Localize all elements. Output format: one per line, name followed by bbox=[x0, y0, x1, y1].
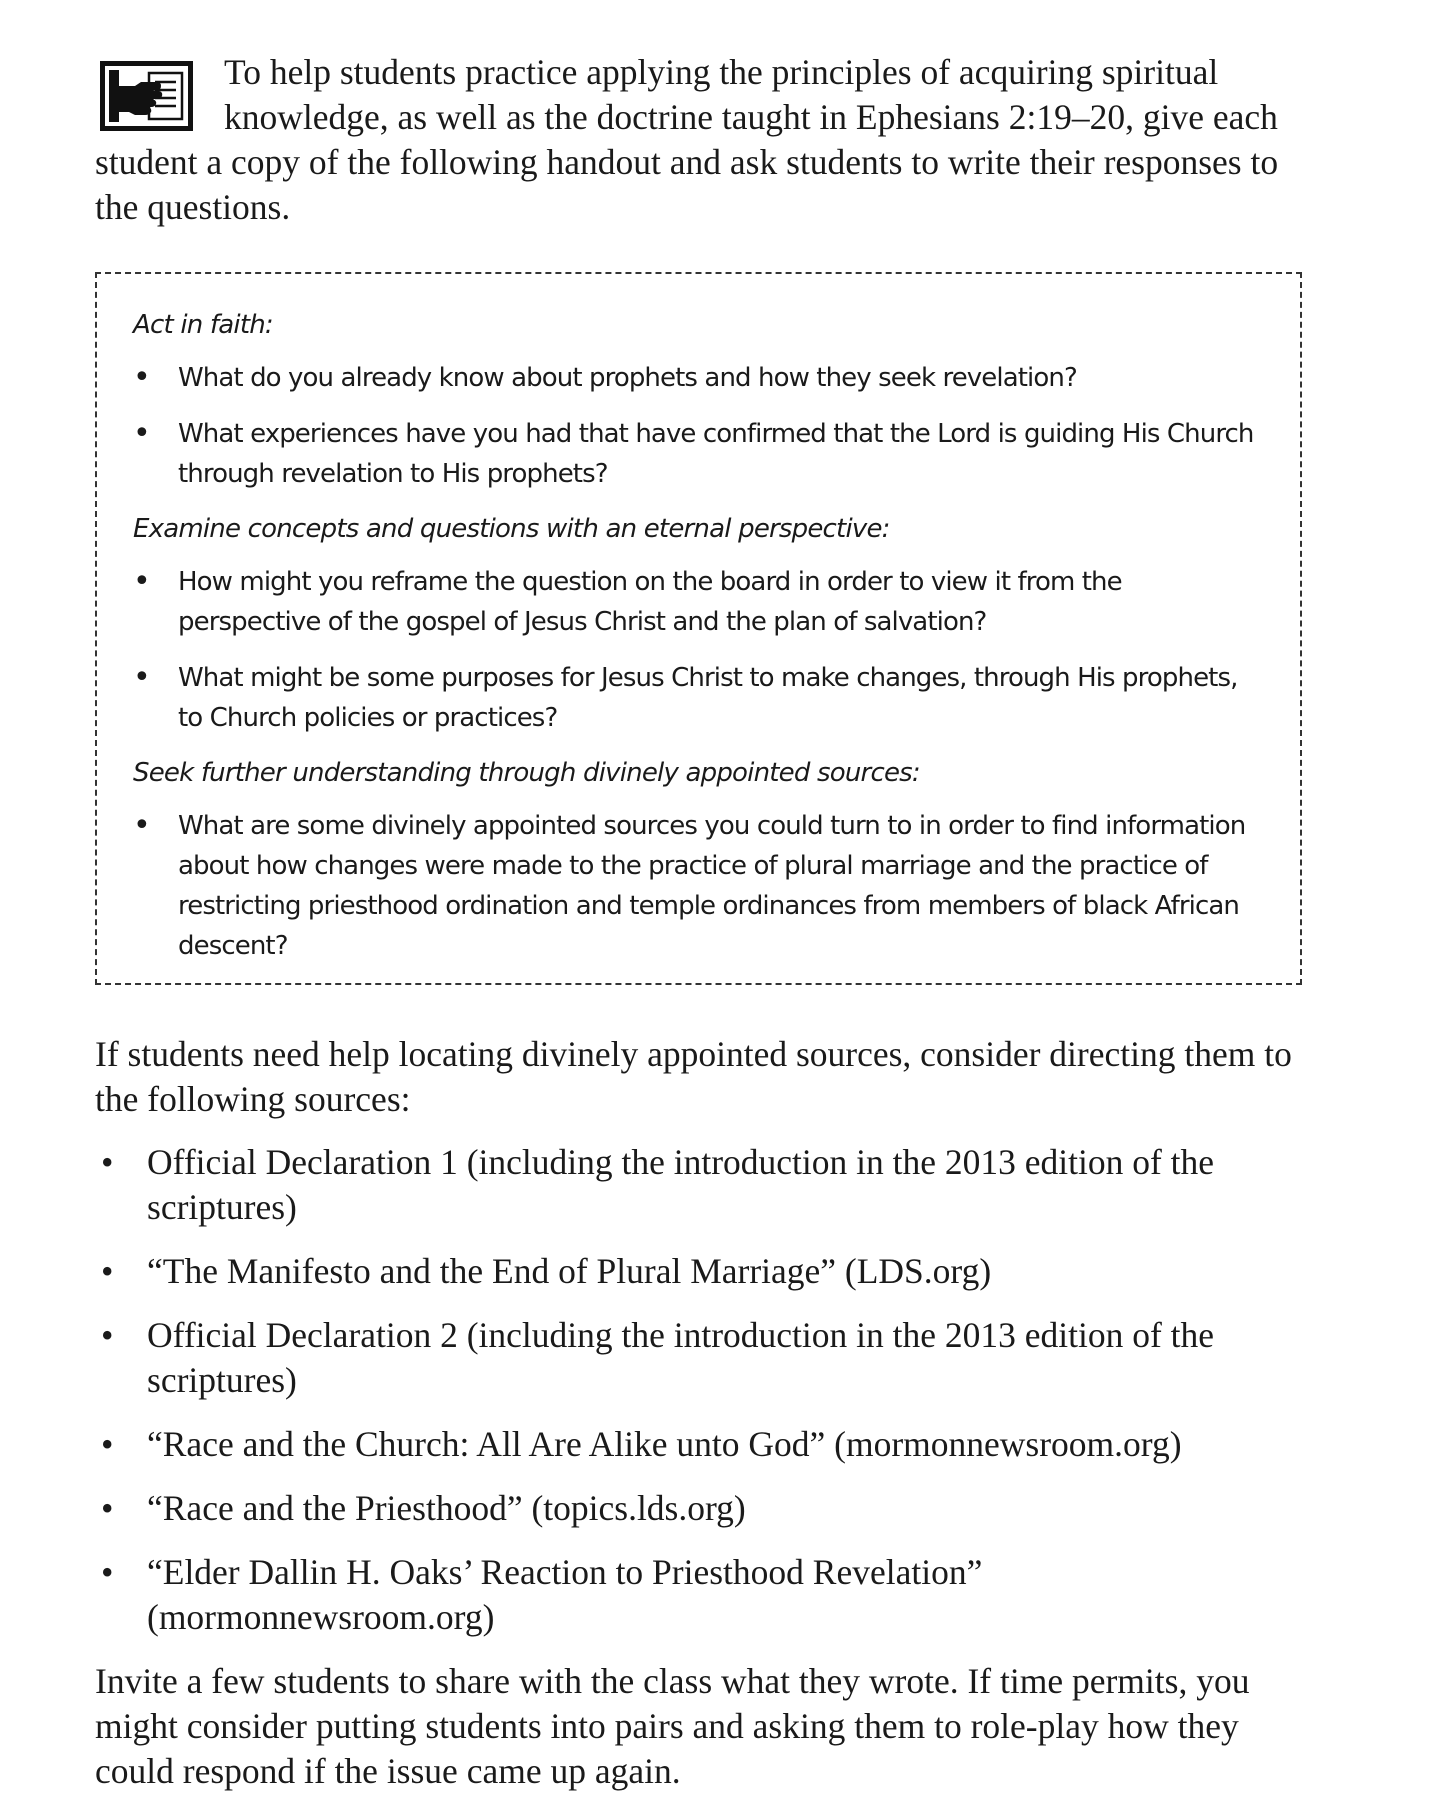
source-item: • Official Declaration 2 (including the introduction in the 2013 edition of the scriptures) bbox=[95, 1313, 1325, 1403]
source-item: • Official Declaration 1 (including the introduction in the 2013 edition of the scriptures) bbox=[95, 1140, 1325, 1230]
sources-intro: If students need help locating divinely appointed sources, consider directing them to the following sources: bbox=[95, 1034, 1292, 1119]
section-heading: Act in faith: bbox=[133, 310, 273, 340]
question-list bbox=[133, 562, 1260, 738]
question-item: • What are some divinely appointed sources you could turn to in order to find information about how changes were made to the practice of plural marriage and the practice of restricting priesthood ordination and temple ordinances from members of black African descent? bbox=[133, 806, 1260, 966]
intro-paragraph bbox=[95, 50, 1310, 230]
question-item: • What experiences have you had that have confirmed that the Lord is guiding His Church through revelation to His prophets? bbox=[133, 414, 1260, 494]
section-heading: Seek further understanding through divinely appointed sources: bbox=[133, 758, 920, 788]
handout-section bbox=[133, 510, 1260, 738]
intro-text: To help students practice applying the principles of acquiring spiritual knowledge, as well as the doctrine taught in Ephesians 2:19–20, give each student a copy of the following handout and ask students to write their responses to the questions. bbox=[95, 52, 1279, 227]
question-item: • What might be some purposes for Jesus Christ to make changes, through His prophets, to Church policies or practices? bbox=[133, 658, 1260, 738]
sources-list bbox=[95, 1140, 1325, 1640]
question-list bbox=[133, 806, 1260, 966]
handout-section bbox=[133, 306, 1260, 494]
closing-paragraph: Invite a few students to share with the class what they wrote. If time permits, you might consider putting students into pairs and asking them to role-play how they could respond if the issue came up again. bbox=[95, 1661, 1250, 1791]
source-item: • “Race and the Priesthood” (topics.lds.org) bbox=[95, 1486, 1325, 1531]
question-item: • What do you already know about prophets and how they seek revelation? bbox=[133, 358, 1260, 398]
section-heading: Examine concepts and questions with an eternal perspective: bbox=[133, 514, 890, 544]
handout-box bbox=[95, 272, 1302, 985]
question-list bbox=[133, 358, 1260, 494]
sources-section bbox=[95, 1032, 1325, 1794]
handout-icon bbox=[99, 60, 194, 138]
source-item: • “The Manifesto and the End of Plural Marriage” (LDS.org) bbox=[95, 1249, 1325, 1294]
source-item: • “Race and the Church: All Are Alike unto God” (mormonnewsroom.org) bbox=[95, 1422, 1325, 1467]
question-item: • How might you reframe the question on the board in order to view it from the perspective of the gospel of Jesus Christ and the plan of salvation? bbox=[133, 562, 1260, 642]
handout-section bbox=[133, 754, 1260, 966]
page-content bbox=[95, 50, 1310, 230]
source-item: • “Elder Dallin H. Oaks’ Reaction to Priesthood Revelation” (mormonnewsroom.org) bbox=[95, 1550, 1325, 1640]
